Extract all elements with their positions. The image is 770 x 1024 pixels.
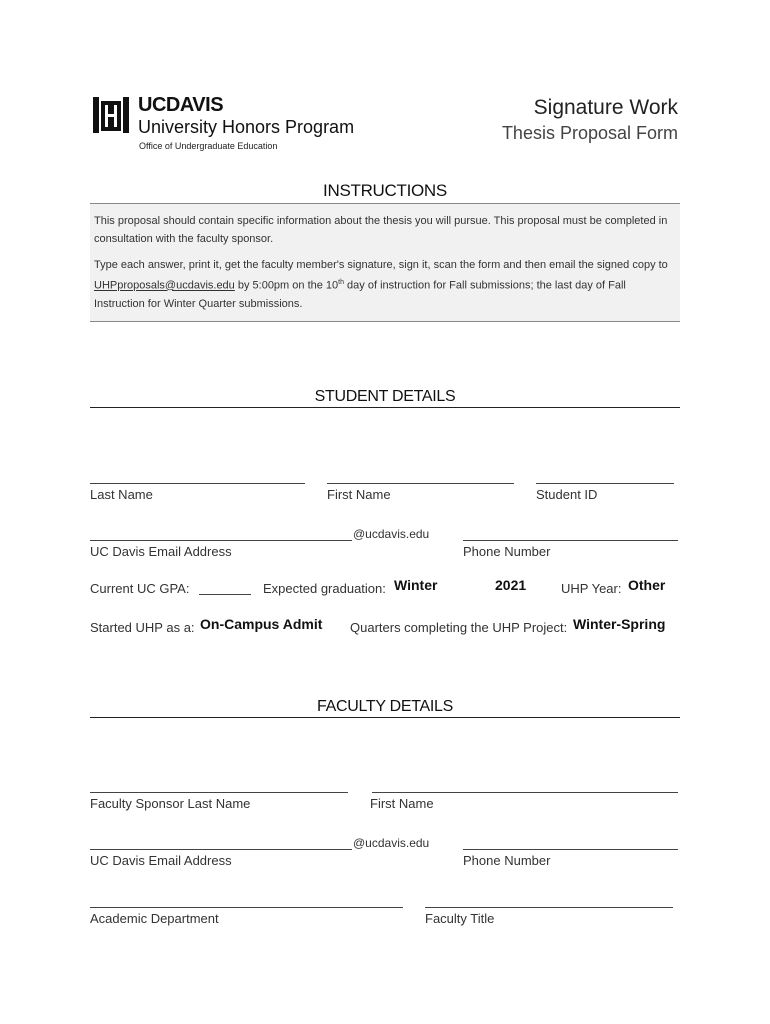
faculty-section-rule — [90, 717, 680, 718]
graduation-quarter-value[interactable]: Winter — [394, 577, 438, 593]
student-phone-field[interactable] — [463, 540, 678, 541]
instructions-paragraph-1: This proposal should contain specific information about the thesis you will pursue. This proposal must be completed in consultation with the faculty sponsor. — [94, 215, 668, 245]
student-section-rule — [90, 407, 680, 408]
instructions-box — [90, 203, 680, 322]
started-uhp-value[interactable]: On-Campus Admit — [200, 616, 323, 632]
instructions-heading: INSTRUCTIONS — [323, 181, 447, 200]
student-last-name-field[interactable] — [90, 483, 305, 484]
faculty-email-suffix: @ucdavis.edu — [353, 836, 430, 850]
proposals-email-link[interactable]: UHPproposals@ucdavis.edu — [94, 279, 235, 292]
instructions-paragraph-2: Type each answer, print it, get the faculty member's signature, sign it, scan the form and then email the signed copy to UHPproposals@ucdavis.edu by 5:00pm on the 10th day of instruction for Fall submissions; the last day of Fall Instruction for Winter Quarter submissions. — [94, 259, 668, 310]
logo-office-name: Office of Undergraduate Education — [139, 141, 278, 151]
quarters-completing-label: Quarters completing the UHP Project: — [350, 620, 568, 635]
student-first-name-field[interactable] — [327, 483, 514, 484]
faculty-last-name-label: Faculty Sponsor Last Name — [90, 796, 251, 811]
student-email-label: UC Davis Email Address — [90, 544, 232, 559]
page-title: Signature Work — [533, 96, 678, 119]
faculty-first-name-label: First Name — [370, 796, 434, 811]
student-id-field[interactable] — [536, 483, 674, 484]
logo-program-name: University Honors Program — [138, 117, 355, 137]
logo-wordmark: UCDAVIS — [138, 94, 224, 116]
gpa-field[interactable] — [199, 594, 251, 595]
graduation-year-value[interactable]: 2021 — [495, 577, 527, 593]
academic-department-field[interactable] — [90, 907, 403, 908]
faculty-title-label: Faculty Title — [425, 911, 495, 926]
faculty-email-label: UC Davis Email Address — [90, 853, 232, 868]
quarters-completing-value[interactable]: Winter-Spring — [573, 616, 666, 632]
gpa-label: Current UC GPA: — [90, 581, 190, 596]
faculty-first-name-field[interactable] — [372, 792, 678, 793]
faculty-phone-label: Phone Number — [463, 853, 551, 868]
student-first-name-label: First Name — [327, 487, 391, 502]
expected-graduation-label: Expected graduation: — [263, 581, 386, 596]
student-email-suffix: @ucdavis.edu — [353, 527, 430, 541]
student-details-heading: STUDENT DETAILS — [314, 388, 456, 405]
page-subtitle: Thesis Proposal Form — [501, 123, 678, 143]
student-last-name-label: Last Name — [90, 487, 153, 502]
faculty-phone-field[interactable] — [463, 849, 678, 850]
uhp-year-label: UHP Year: — [561, 581, 622, 596]
started-uhp-label: Started UHP as a: — [90, 620, 195, 635]
uhp-year-value[interactable]: Other — [628, 577, 666, 593]
faculty-title-field[interactable] — [425, 907, 673, 908]
student-email-field[interactable] — [90, 540, 352, 541]
faculty-last-name-field[interactable] — [90, 792, 348, 793]
academic-department-label: Academic Department — [90, 911, 219, 926]
faculty-email-field[interactable] — [90, 849, 352, 850]
student-id-label: Student ID — [536, 487, 598, 502]
faculty-details-heading: FACULTY DETAILS — [317, 698, 453, 715]
student-phone-label: Phone Number — [463, 544, 551, 559]
uhp-logo-icon — [92, 95, 130, 135]
